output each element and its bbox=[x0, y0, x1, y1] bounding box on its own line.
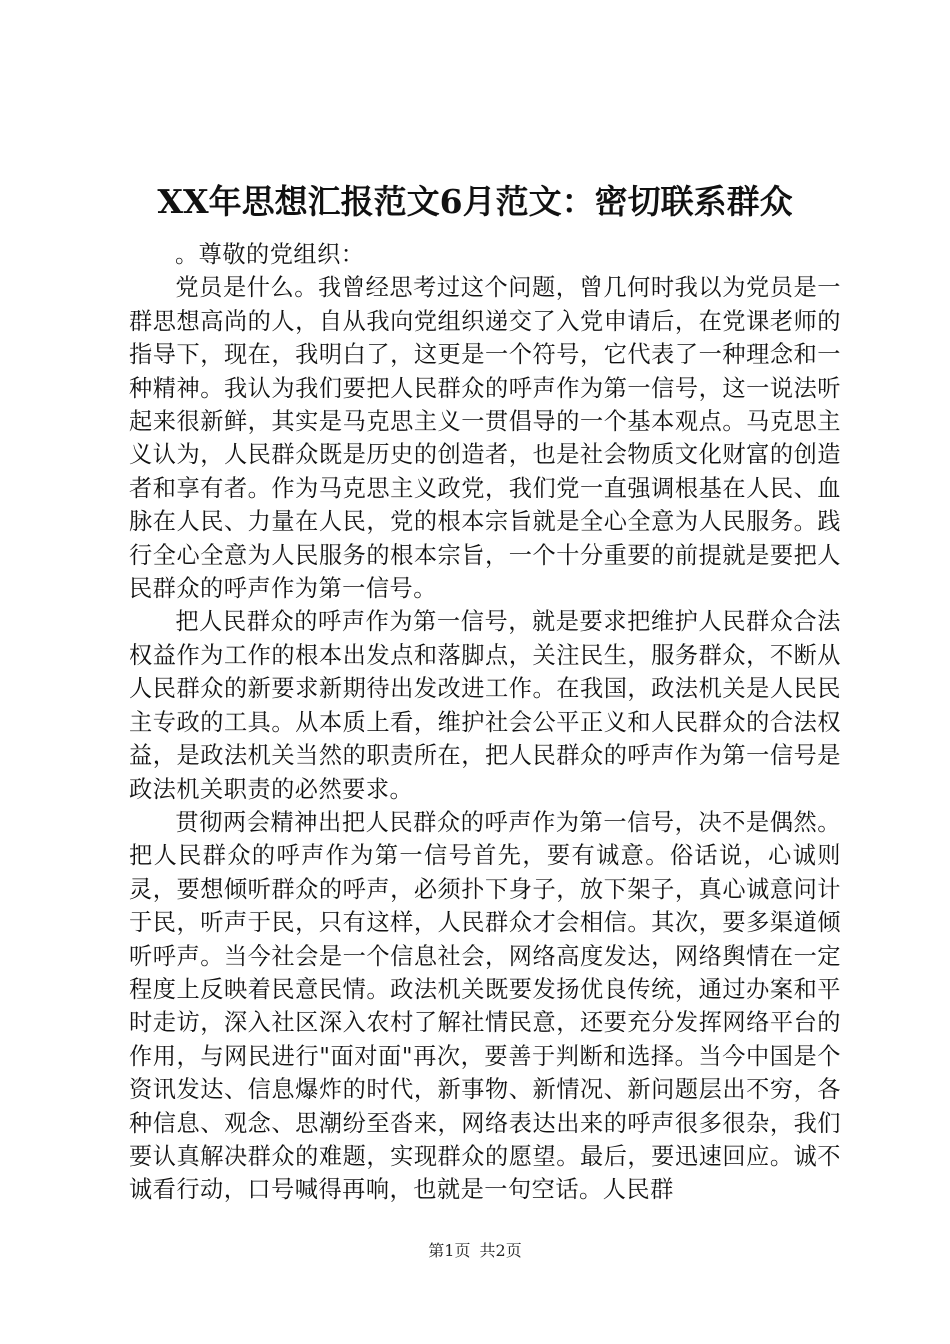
paragraph-2: 把人民群众的呼声作为第一信号，就是要求把维护人民群众合法权益作为工作的根本出发点和落脚点，关注民生，服务群众，不断从人民群众的新要求新期待出发改进工作。在我国，政法机关是人民民主专政的工具。从本质上看，维护社会公平正义和人民群众的合法权益，是政法机关当然的职责所在，把人民群众的呼声作为第一信号是政法机关职责的必然要求。 bbox=[129, 608, 841, 803]
page-footer bbox=[0, 1240, 950, 1262]
page-total: 共2页 bbox=[479, 1241, 522, 1260]
paragraph-1: 党员是什么。我曾经思考过这个问题，曾几何时我以为党员是一群思想高尚的人，自从我向党组织递交了入党申请后，在党课老师的指导下，现在，我明白了，这更是一个符号，它代表了一种理念和一种精神。我认为我们要把人民群众的呼声作为第一信号，这一说法听起来很新鲜，其实是马克思主义一贯倡导的一个基本观点。马克思主义认为，人民群众既是历史的创造者，也是社会物质文化财富的创造者和享有者。作为马克思主义政党，我们党一直强调根基在人民、血脉在人民、力量在人民，党的根本宗旨就是全心全意为人民服务。践行全心全意为人民服务的根本宗旨，一个十分重要的前提就是要把人民群众的呼声作为第一信号。 bbox=[129, 274, 841, 603]
document-body bbox=[129, 238, 841, 1207]
page-number: 第1页 bbox=[428, 1241, 471, 1260]
salutation: 。尊敬的党组织： bbox=[175, 241, 365, 268]
paragraph-3: 贯彻两会精神出把人民群众的呼声作为第一信号，决不是偶然。把人民群众的呼声作为第一信号首先，要有诚意。俗话说，心诚则灵，要想倾听群众的呼声，必须扑下身子，放下架子，真心诚意问计于民，听声于民，只有这样，人民群众才会相信。其次，要多渠道倾听呼声。当今社会是一个信息社会，网络高度发达，网络舆情在一定程度上反映着民意民情。政法机关既要发扬优良传统，通过办案和平时走访，深入社区深入农村了解社情民意，还要充分发挥网络平台的作用，与网民进行"面对面"再次，要善于判断和选择。当今中国是个资讯发达、信息爆炸的时代，新事物、新情况、新问题层出不穷，各种信息、观念、思潮纷至沓来，网络表达出来的呼声很多很杂，我们要认真解决群众的难题，实现群众的愿望。最后，要迅速回应。诚不诚看行动，口号喊得再响，也就是一句空话。人民群 bbox=[129, 808, 841, 1204]
document-title: XX年思想汇报范文6月范文：密切联系群众 bbox=[157, 182, 793, 221]
